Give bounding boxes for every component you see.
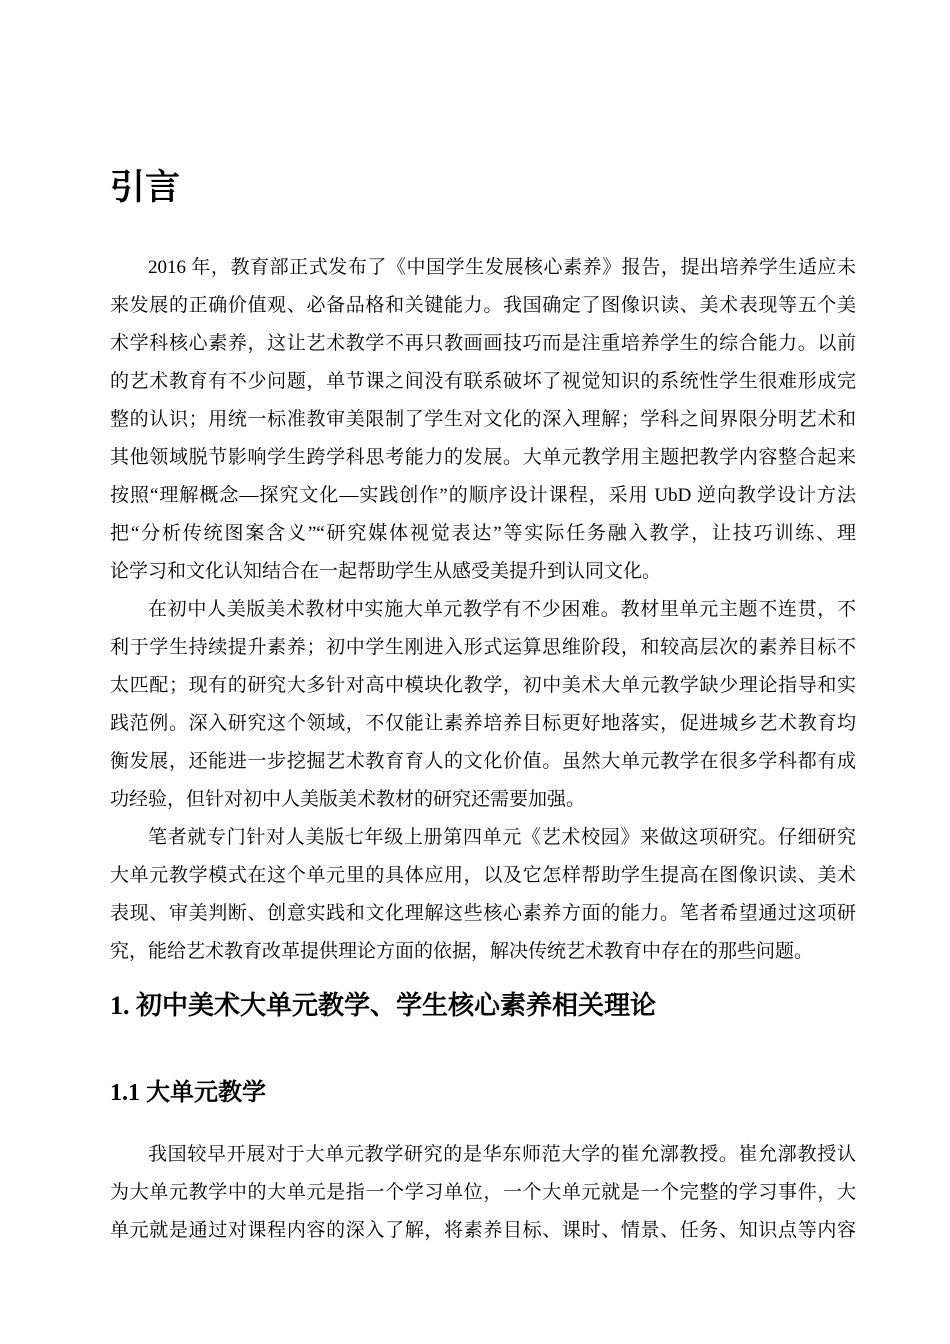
text-line: 在初中人美版美术教材中实施大单元教学有不少困难。教材里单元主题不连贯，不 [148,599,856,620]
section-1-heading: 1. 初中美术大单元教学、学生核心素养相关理论 [110,991,657,1020]
text-line: 究，能给艺术教育改革提供理论方面的依据，解决传统艺术教育中存在的那些问题。 [110,941,814,962]
text-line: 衡发展，还能进一步挖掘艺术教育育人的文化价值。虽然大单元教学在很多学科都有成 [110,751,856,772]
text-line: 太匹配；现有的研究大多针对高中模块化教学，初中美术大单元教学缺少理论指导和实 [110,675,856,696]
section-1-1-heading: 1.1 大单元教学 [110,1080,266,1106]
intro-paragraph-2 [110,591,856,819]
text-line: 我国较早开展对于大单元教学研究的是华东师范大学的崔允漷教授。崔允漷教授认 [148,1144,856,1165]
intro-paragraph-3 [110,819,856,971]
text-line: 践范例。深入研究这个领域，不仅能让素养培养目标更好地落实，促进城乡艺术教育均 [110,713,856,734]
text-line: 表现、审美判断、创意实践和文化理解这些核心素养方面的能力。笔者希望通过这项研 [110,903,856,924]
text-line: 按照“理解概念—探究文化—实践创作”的顺序设计课程，采用 UbD 逆向教学设计方法 [110,485,856,506]
text-line: 把“分析传统图案含义”“研究媒体视觉表达”等实际任务融入教学，让技巧训练、理 [110,523,856,544]
text-line: 笔者就专门针对人美版七年级上册第四单元《艺术校园》来做这项研究。仔细研究 [148,827,856,848]
text-line: 来发展的正确价值观、必备品格和关键能力。我国确定了图像识读、美术表现等五个美 [110,295,856,316]
intro-title: 引言 [110,168,181,207]
text-line: 论学习和文化认知结合在一起帮助学生从感受美提升到认同文化。 [110,561,662,582]
intro-paragraph-1 [110,249,856,591]
text-line: 大单元教学模式在这个单元里的具体应用，以及它怎样帮助学生提高在图像识读、美术 [110,865,856,886]
text-line: 为大单元教学中的大单元是指一个学习单位，一个大单元就是一个完整的学习事件，大 [110,1182,856,1203]
text-line: 整的认识；用统一标准教审美限制了学生对文化的深入理解；学科之间界限分明艺术和 [110,409,856,430]
text-line: 单元就是通过对课程内容的深入了解，将素养目标、课时、情景、任务、知识点等内容 [110,1220,856,1241]
text-line: 功经验，但针对初中人美版美术教材的研究还需要加强。 [110,789,586,810]
text-line: 其他领域脱节影响学生跨学科思考能力的发展。大单元教学用主题把教学内容整合起来 [110,447,856,468]
text-line: 利于学生持续提升素养；初中学生刚进入形式运算思维阶段，和较高层次的素养目标不 [110,637,856,658]
section-1-1-paragraph-1 [110,1136,856,1250]
text-line: 术学科核心素养，这让艺术教学不再只教画画技巧而是注重培养学生的综合能力。以前 [110,333,856,354]
text-line: 2016 年，教育部正式发布了《中国学生发展核心素养》报告，提出培养学生适应未 [148,257,856,278]
text-line: 的艺术教育有不少问题，单节课之间没有联系破坏了视觉知识的系统性学生很难形成完 [110,371,856,392]
